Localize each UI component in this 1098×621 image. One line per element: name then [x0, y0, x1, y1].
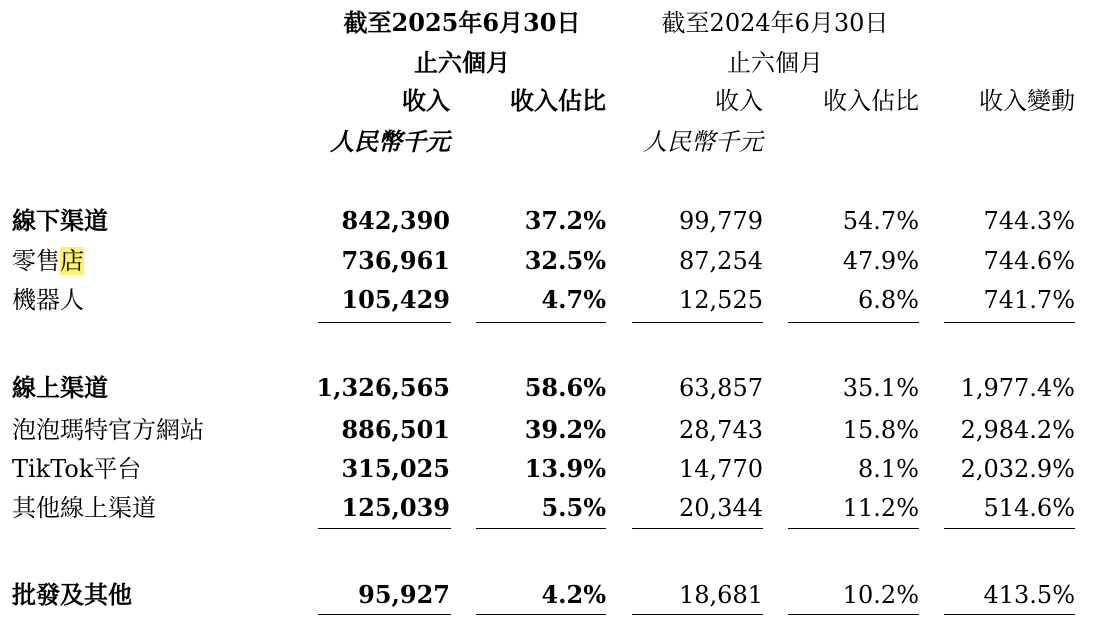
- cell-rev2025: 315,025: [341, 454, 450, 483]
- subtotal-rule: [318, 614, 451, 615]
- cell-share2025: 39.2%: [524, 415, 606, 444]
- cell-share2024: 47.9%: [842, 247, 919, 275]
- col-share-2025: 收入佔比: [510, 86, 606, 115]
- subtotal-rule: [476, 322, 606, 323]
- cell-change: 514.6%: [983, 494, 1075, 522]
- subtotal-rule: [632, 322, 763, 323]
- row-label-online: 線上渠道: [12, 373, 108, 402]
- unit-2024: 人民幣千元: [643, 128, 763, 156]
- cell-rev2024: 28,743: [679, 416, 763, 444]
- cell-share2024: 54.7%: [842, 207, 919, 235]
- cell-share2024: 15.8%: [842, 416, 919, 444]
- row-label-official-site: 泡泡瑪特官方網站: [12, 416, 204, 444]
- subtotal-rule: [944, 528, 1075, 529]
- cell-change: 744.6%: [983, 247, 1075, 275]
- cell-change: 1,977.4%: [960, 374, 1075, 402]
- subtotal-rule: [632, 528, 763, 529]
- subtotal-rule: [788, 322, 919, 323]
- subtotal-rule: [788, 528, 919, 529]
- subtotal-rule: [318, 322, 451, 323]
- subtotal-rule: [318, 528, 451, 529]
- col-revenue-2024: 收入: [715, 87, 763, 115]
- cell-rev2024: 12,525: [679, 286, 763, 314]
- cell-rev2024: 99,779: [679, 207, 763, 235]
- cell-change: 2,984.2%: [960, 416, 1075, 444]
- subtotal-rule: [944, 614, 1075, 615]
- period-2024-line1: 截至2024年6月30日: [661, 9, 889, 37]
- cell-rev2025: 95,927: [358, 580, 450, 609]
- cell-rev2025: 125,039: [341, 493, 450, 522]
- row-label-retail-store: [12, 246, 84, 276]
- period-2025-line1: 截至2025年6月30日: [343, 8, 581, 37]
- unit-2025: 人民幣千元: [330, 127, 450, 156]
- period-2024-line2: 止六個月: [727, 49, 823, 77]
- cell-rev2024: 14,770: [679, 455, 763, 483]
- period-2025-line2: 止六個月: [414, 48, 510, 77]
- cell-rev2025: 1,326,565: [316, 373, 450, 402]
- cell-share2024: 11.2%: [842, 494, 919, 522]
- subtotal-rule: [944, 322, 1075, 323]
- row-label-wholesale: 批發及其他: [12, 580, 132, 609]
- cell-share2025: 5.5%: [541, 493, 606, 522]
- cell-rev2025: 105,429: [341, 285, 450, 314]
- cell-rev2025: 736,961: [341, 246, 450, 275]
- cell-change: 2,032.9%: [960, 455, 1075, 483]
- col-revenue-2025: 收入: [402, 86, 450, 115]
- col-share-2024: 收入佔比: [823, 87, 919, 115]
- subtotal-rule: [476, 528, 606, 529]
- subtotal-rule: [632, 614, 763, 615]
- highlighted-text: 店: [60, 247, 84, 275]
- row-label-offline: 線下渠道: [12, 206, 108, 235]
- cell-rev2024: 18,681: [679, 581, 763, 609]
- row-label-tiktok: TikTok平台: [12, 455, 142, 483]
- col-change: 收入變動: [979, 87, 1075, 115]
- cell-change: 741.7%: [983, 286, 1075, 314]
- cell-rev2024: 87,254: [679, 247, 763, 275]
- cell-share2025: 37.2%: [524, 206, 606, 235]
- cell-share2024: 35.1%: [842, 374, 919, 402]
- subtotal-rule: [788, 614, 919, 615]
- cell-rev2025: 842,390: [341, 206, 450, 235]
- row-label-text: 零售: [12, 247, 60, 275]
- cell-share2025: 58.6%: [524, 373, 606, 402]
- cell-share2024: 6.8%: [858, 286, 919, 314]
- cell-share2024: 8.1%: [858, 455, 919, 483]
- cell-share2025: 4.2%: [541, 580, 606, 609]
- cell-change: 413.5%: [983, 581, 1075, 609]
- cell-change: 744.3%: [983, 207, 1075, 235]
- cell-share2025: 32.5%: [524, 246, 606, 275]
- row-label-robot: 機器人: [12, 286, 84, 314]
- cell-rev2024: 20,344: [679, 494, 763, 522]
- cell-share2025: 13.9%: [524, 454, 606, 483]
- subtotal-rule: [476, 614, 606, 615]
- cell-share2024: 10.2%: [842, 581, 919, 609]
- cell-share2025: 4.7%: [541, 285, 606, 314]
- cell-rev2024: 63,857: [679, 374, 763, 402]
- cell-rev2025: 886,501: [341, 415, 450, 444]
- row-label-other-online: 其他線上渠道: [12, 494, 156, 522]
